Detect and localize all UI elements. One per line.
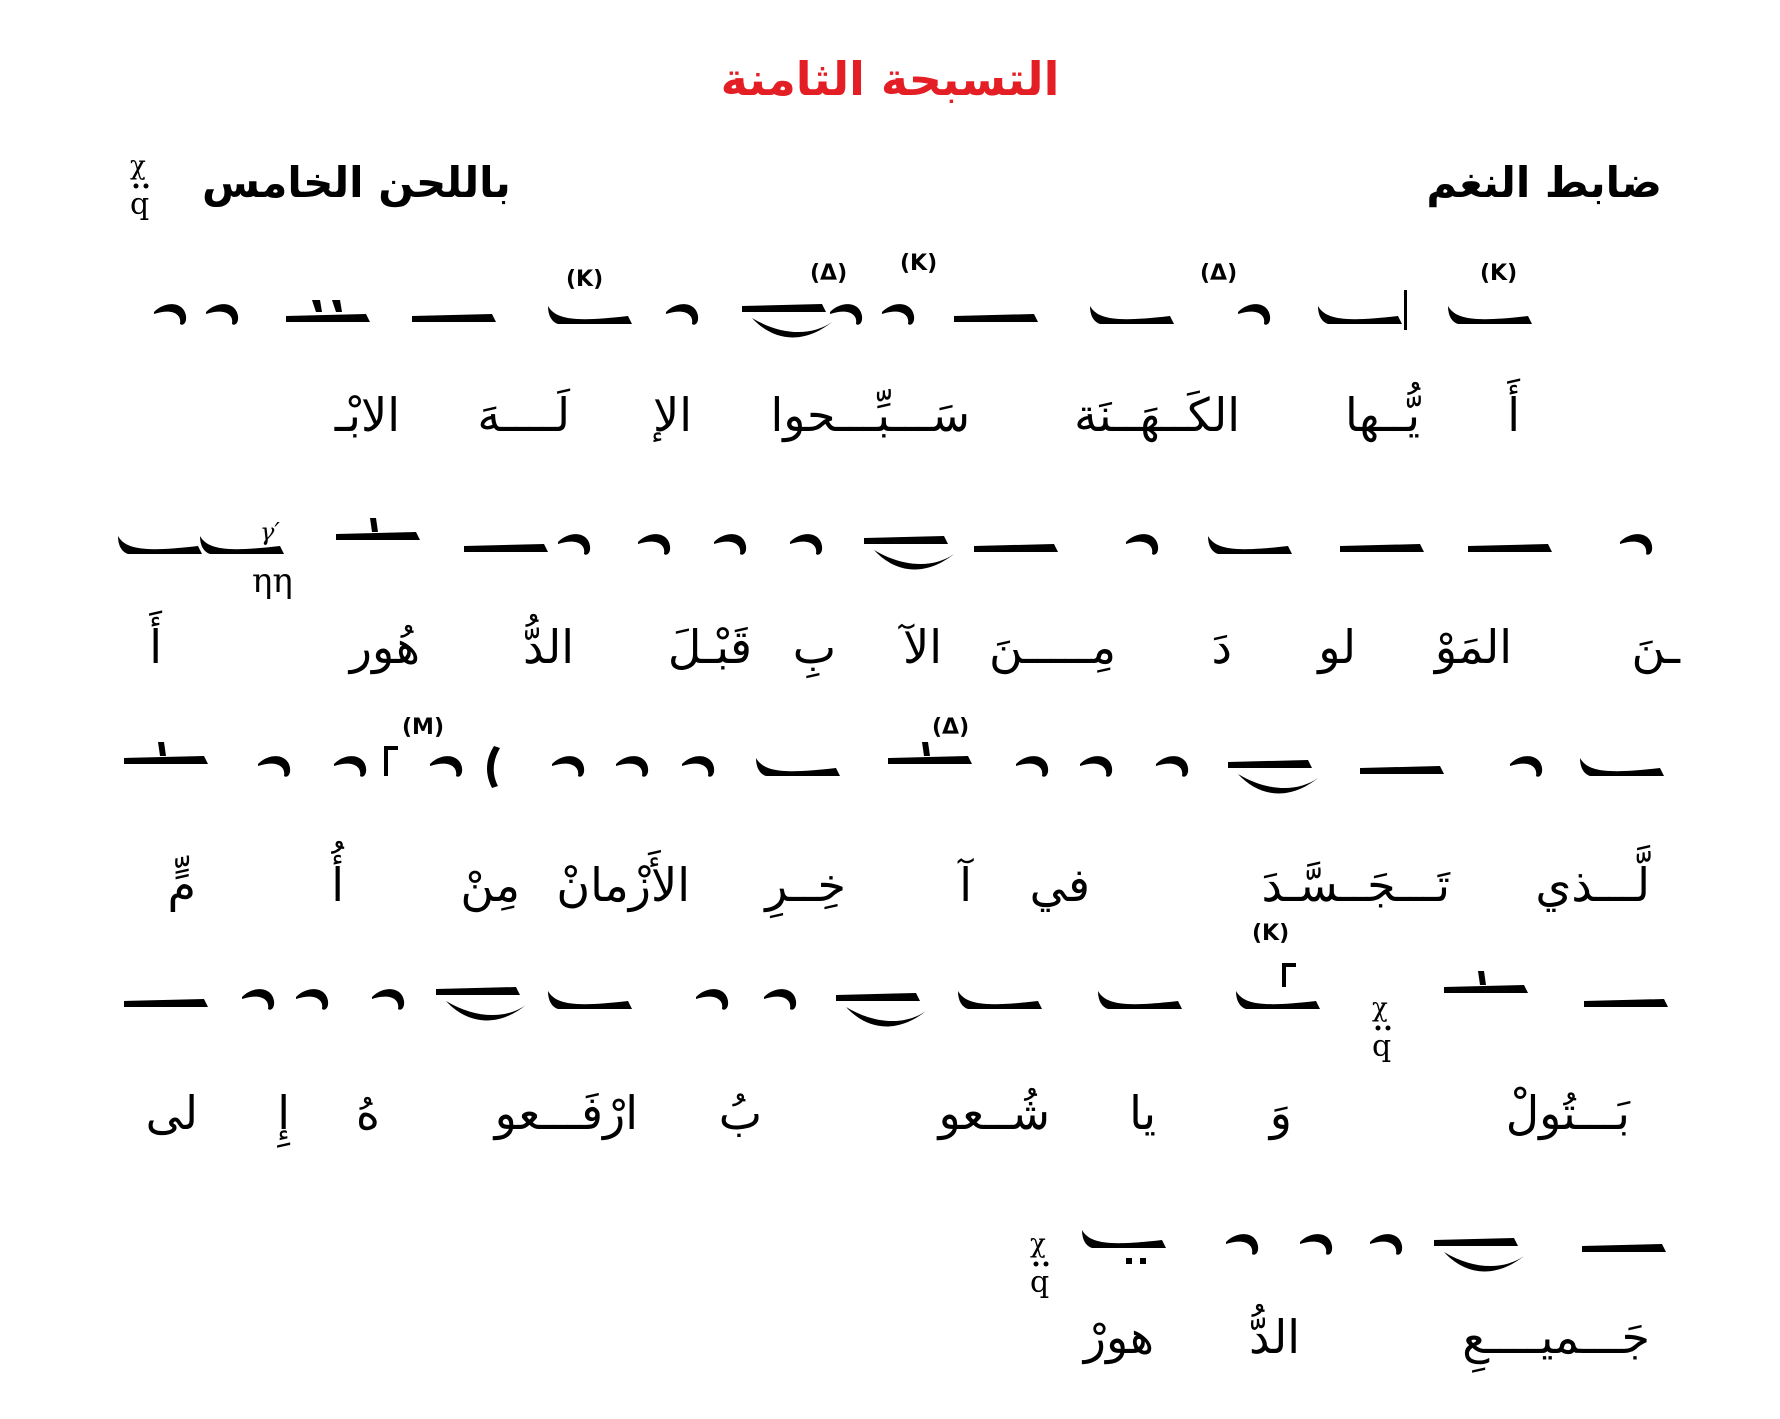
annotation-k: (K) (1480, 261, 1518, 286)
lyric-syllable: ـنَ (1631, 620, 1680, 674)
lyric-line-4 (0, 1078, 1780, 1148)
lyric-syllable: الدُّ (1249, 1310, 1300, 1364)
neume (124, 742, 1664, 793)
lyric-syllable: هُ (355, 1086, 380, 1140)
svg-text:q: q (1372, 1029, 1392, 1064)
lyric-syllable: أُ (331, 858, 344, 912)
page-title: التسبحة الثامنة (720, 52, 1060, 106)
lyric-syllable: هورْ (1083, 1310, 1154, 1364)
lyric-syllable: لَّـــذي (1535, 858, 1650, 912)
lyric-syllable: لو (1318, 620, 1356, 674)
lyric-line-2 (0, 612, 1780, 682)
neume-line-3 (0, 712, 1780, 822)
lyric-syllable: تَـــجَــسَّـدَ (1261, 858, 1450, 912)
lyric-syllable: وَ (1269, 1086, 1292, 1140)
lyric-syllable: ارْفَـــعو (494, 1086, 638, 1140)
lyric-syllable: أَ (1507, 388, 1520, 442)
neume-line-5 (0, 1190, 1780, 1300)
svg-text:χ: χ (130, 151, 146, 181)
neume (384, 746, 398, 776)
lyric-syllable: لَــــهَ (477, 388, 570, 442)
neume (154, 300, 1532, 337)
neume (124, 971, 1668, 1026)
ornament-mark: ηη (252, 561, 293, 601)
lyric-line-1 (0, 380, 1780, 450)
neume (1140, 1258, 1146, 1264)
svg-text:χ: χ (1030, 1229, 1046, 1259)
lyric-syllable: آ (959, 858, 972, 912)
lyric-syllable: هُور (349, 620, 420, 674)
lyric-syllable: سَـــبِّـــحوا (770, 388, 970, 442)
neume (487, 746, 500, 788)
annotation-k: (K) (1252, 921, 1290, 946)
annotation-delta: (Δ) (810, 261, 848, 286)
annotation-k: (K) (566, 267, 604, 292)
lyric-syllable: شُــعو (938, 1086, 1050, 1140)
lyric-syllable: بِ (792, 620, 836, 674)
lyric-line-3 (0, 850, 1780, 920)
neume-line-2 (0, 500, 1780, 610)
svg-text:q: q (1030, 1265, 1050, 1300)
neume-line-4 (0, 921, 1780, 1055)
lyric-syllable: مِـــــنَ (988, 620, 1116, 674)
svg-text:χ: χ (1372, 993, 1388, 1023)
lyric-syllable: يا (1129, 1086, 1156, 1140)
lyric-syllable: يُّــها (1345, 388, 1420, 442)
lyric-syllable: خِــرِ (765, 858, 846, 912)
lyric-syllable: الابْـ (334, 388, 400, 442)
tone-label: باللحن الخامس (202, 158, 511, 207)
neume-line-1 (0, 250, 1780, 360)
annotation-k: (K) (900, 251, 938, 276)
lyric-syllable: مِنْ (460, 858, 520, 912)
lyric-syllable: مٍّ (167, 858, 196, 912)
annotation-m: (M) (402, 715, 445, 740)
lyric-syllable: جَـــميــــعِ (1462, 1310, 1650, 1364)
bar-line (1404, 290, 1407, 330)
lyric-syllable: أَ (149, 620, 162, 674)
neume (1126, 1258, 1132, 1264)
lyric-syllable: الكَــهَــنَة (1074, 388, 1240, 442)
lyric-syllable: إِ (277, 1086, 290, 1140)
mode-symbol-icon (1024, 1226, 1058, 1302)
lyric-syllable: في (1029, 858, 1090, 912)
lyric-syllable: الدُّ (523, 620, 574, 674)
lyric-syllable: المَوْ (1434, 620, 1512, 674)
annotation-delta: (Δ) (932, 715, 970, 740)
annotation-delta: (Δ) (1200, 261, 1238, 286)
neume (1082, 1230, 1666, 1271)
neume (1282, 963, 1296, 987)
mode-symbol-icon (124, 148, 158, 224)
lyric-line-5 (0, 1302, 1780, 1372)
lyric-syllable: الأَزْمانْ (556, 858, 690, 912)
lyric-syllable: دَ (1211, 620, 1232, 674)
mode-symbol-icon (1366, 990, 1400, 1066)
lyric-syllable: بُ (718, 1086, 762, 1140)
neume (118, 518, 1652, 569)
lyric-syllable: الإ (652, 388, 692, 442)
ornament-mark: γ′ (260, 518, 280, 546)
lyric-syllable: لى (145, 1086, 198, 1140)
lyric-syllable: بَـــتُولْ (1505, 1086, 1630, 1140)
lyric-syllable: قَبْـلَ (667, 620, 752, 674)
svg-text:q: q (130, 187, 150, 222)
section-heading: ضابط النغم (1426, 158, 1662, 207)
lyric-syllable: الآ (902, 620, 942, 674)
